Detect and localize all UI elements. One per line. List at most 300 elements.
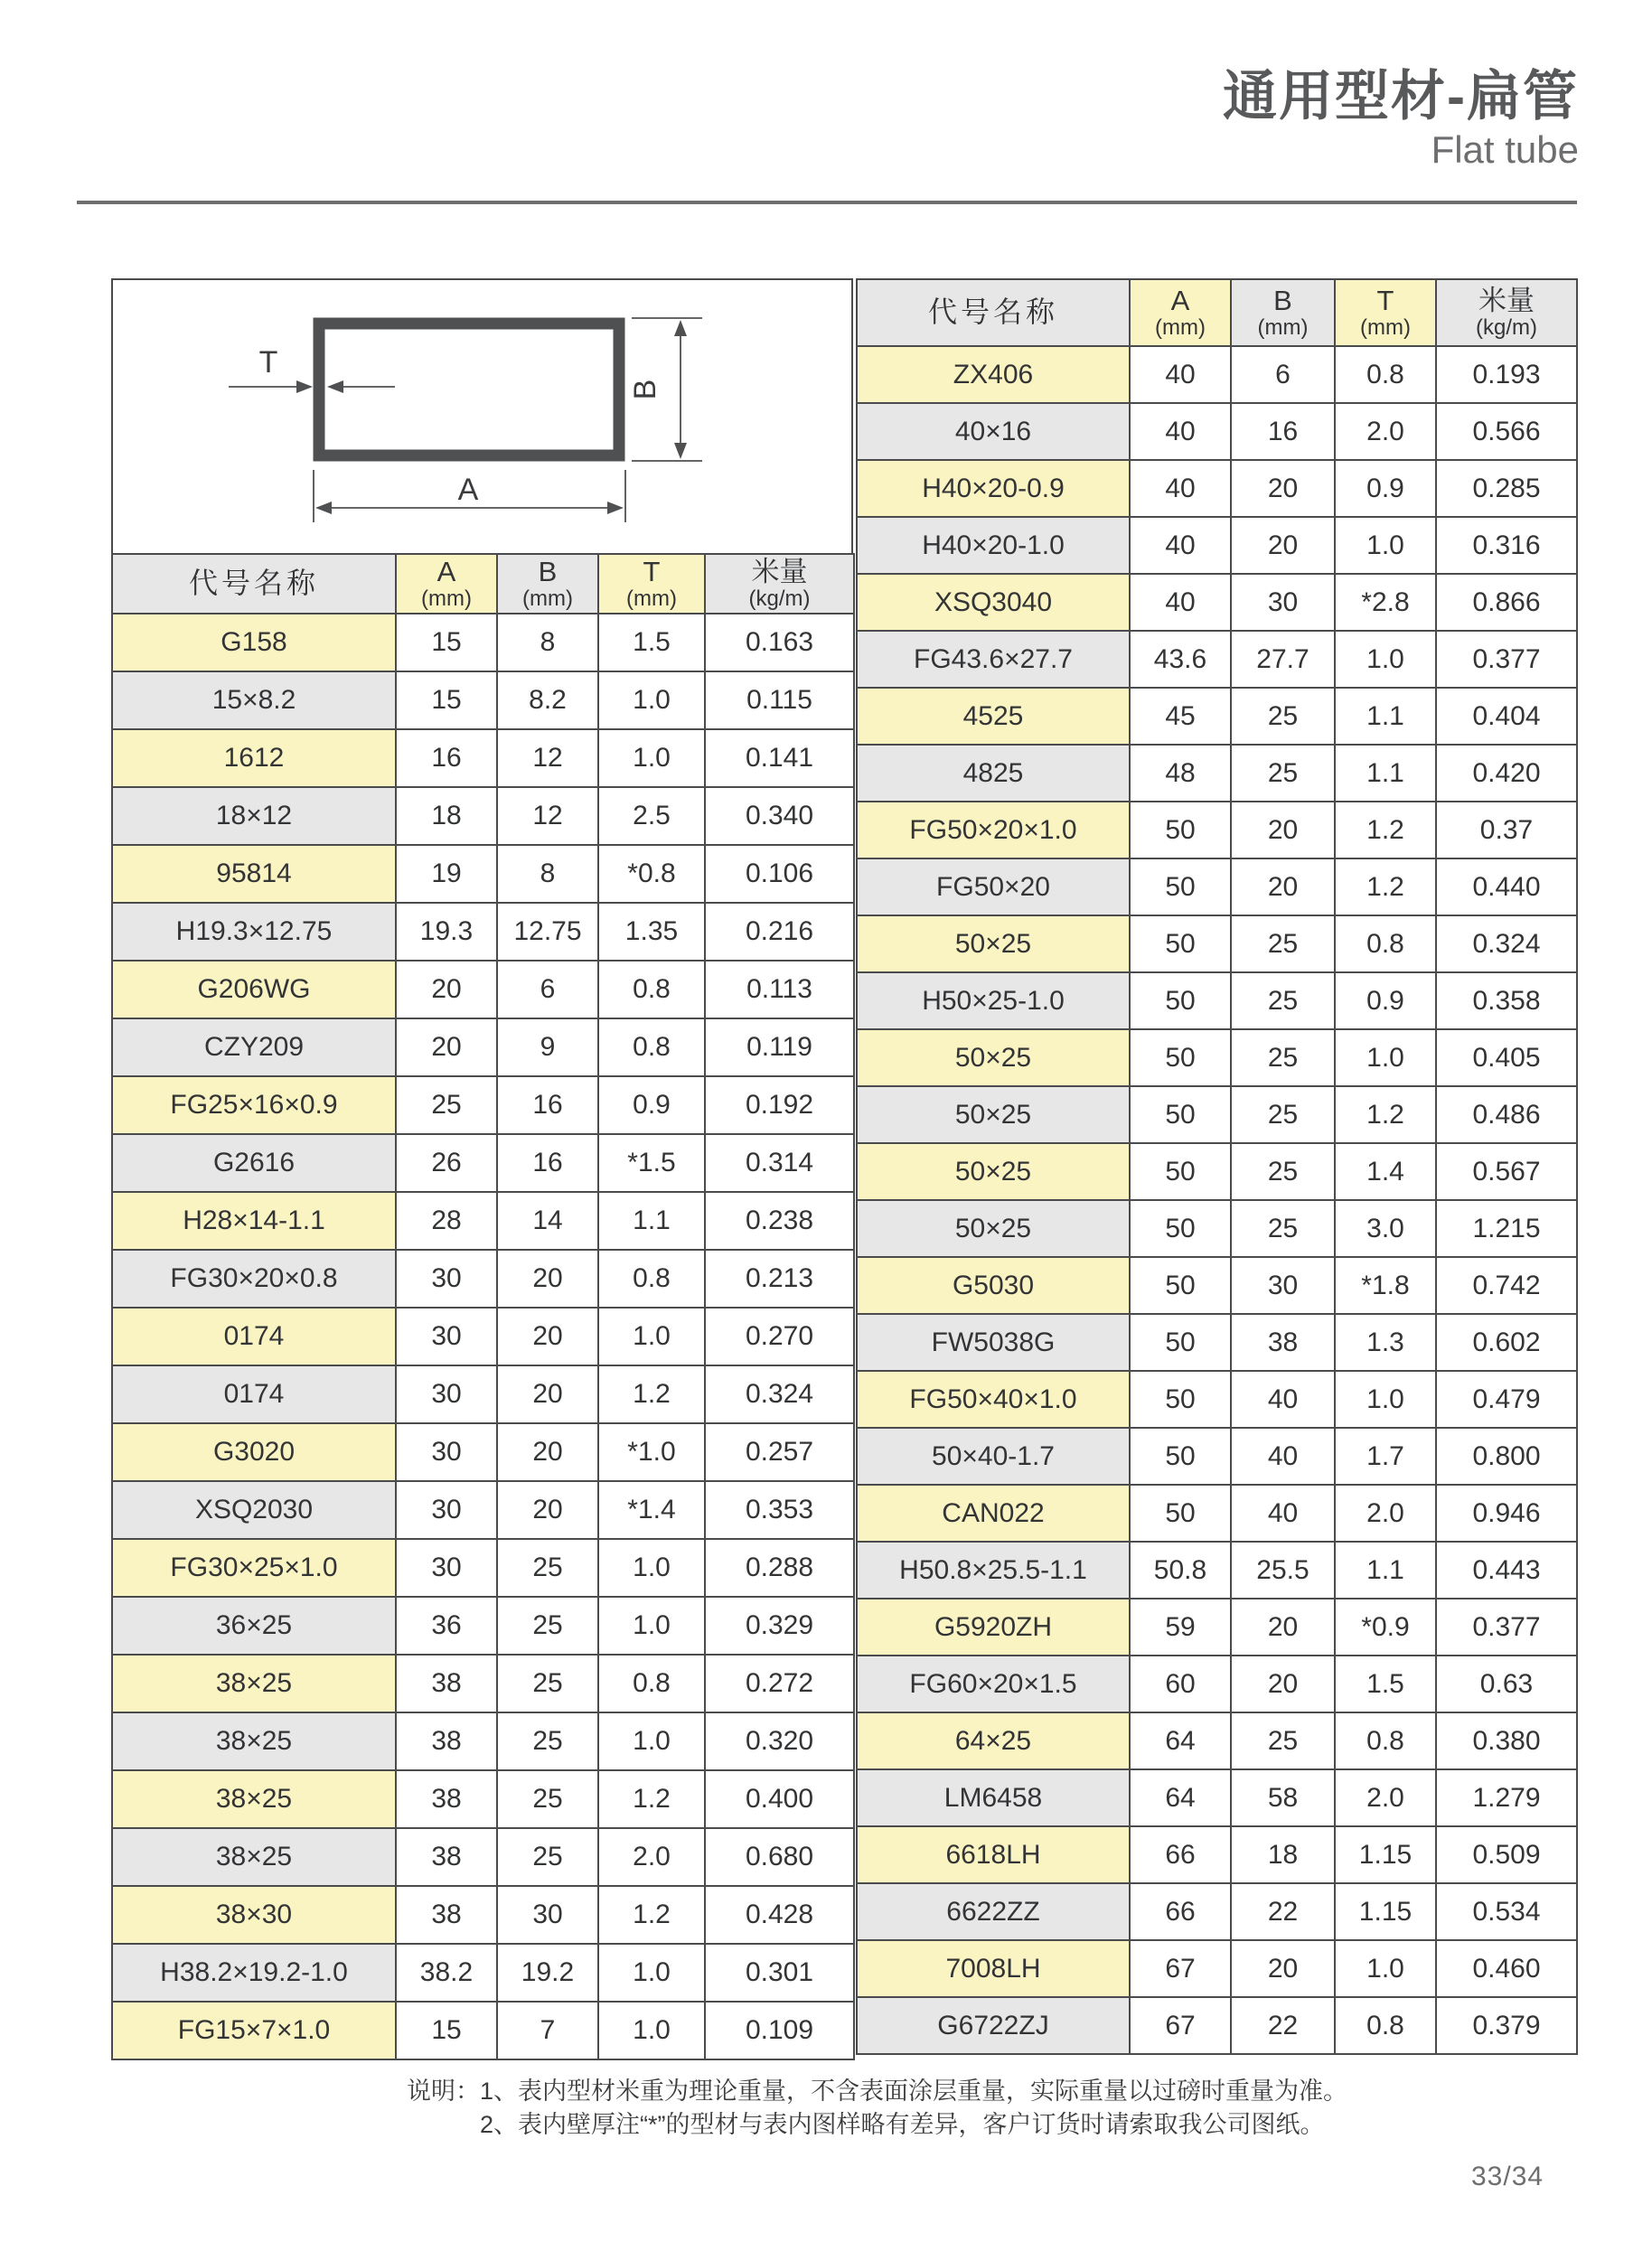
cell-t: 0.8 (598, 1018, 705, 1076)
cell-b: 40 (1231, 1428, 1335, 1485)
cell-t: 1.1 (1335, 745, 1436, 802)
cell-w: 0.567 (1436, 1143, 1577, 1200)
cell-w: 0.316 (1436, 517, 1577, 574)
cell-w: 0.141 (705, 729, 854, 787)
cell-t: 0.8 (598, 1655, 705, 1712)
table-row (112, 1423, 854, 1481)
cell-t: 1.15 (1335, 1826, 1436, 1883)
cell-w: 0.340 (705, 787, 854, 845)
table-row (112, 1481, 854, 1539)
cell-w: 0.324 (1436, 915, 1577, 972)
cell-w: 0.37 (1436, 802, 1577, 858)
cell-a: 40 (1130, 403, 1231, 460)
profile-table-left (111, 553, 855, 2060)
cell-t: 1.0 (598, 2002, 705, 2059)
cell-b: 20 (1231, 517, 1335, 574)
cell-b: 25 (1231, 745, 1335, 802)
cell-w: 0.602 (1436, 1314, 1577, 1371)
col-header-code: 代号名称 (857, 279, 1130, 346)
cell-t: *1.8 (1335, 1257, 1436, 1314)
cell-w: 0.420 (1436, 745, 1577, 802)
table-row (857, 1428, 1577, 1485)
cell-t: 1.5 (598, 614, 705, 671)
table-row (857, 1656, 1577, 1712)
cell-w: 0.324 (705, 1365, 854, 1423)
table-row (112, 1076, 854, 1134)
cell-t: 1.0 (598, 671, 705, 729)
cell-b: 25 (497, 1712, 598, 1770)
cell-code: 6622ZZ (857, 1883, 1130, 1940)
cell-a: 30 (396, 1423, 497, 1481)
cell-code: H28×14-1.1 (112, 1192, 396, 1250)
table-row (857, 1712, 1577, 1769)
table-row (112, 1944, 854, 2002)
cell-t: 0.8 (598, 961, 705, 1018)
cell-w: 0.443 (1436, 1542, 1577, 1599)
dim-b-arrow-top (674, 320, 687, 336)
cell-code: G5030 (857, 1257, 1130, 1314)
cell-b: 20 (497, 1481, 598, 1539)
cell-code: 50×25 (857, 1143, 1130, 1200)
cell-b: 25 (1231, 688, 1335, 745)
cell-a: 36 (396, 1597, 497, 1655)
cell-w: 0.460 (1436, 1940, 1577, 1997)
cell-code: 0174 (112, 1365, 396, 1423)
cell-t: *0.8 (598, 845, 705, 903)
cell-w: 0.106 (705, 845, 854, 903)
table-row (857, 1485, 1577, 1542)
cell-t: 2.0 (598, 1828, 705, 1886)
cell-w: 0.379 (1436, 1997, 1577, 2054)
cell-t: 0.8 (1335, 1712, 1436, 1769)
cell-b: 25 (497, 1597, 598, 1655)
cell-a: 18 (396, 787, 497, 845)
cell-w: 0.285 (1436, 460, 1577, 517)
cell-a: 50 (1130, 1086, 1231, 1143)
cell-a: 38.2 (396, 1944, 497, 2002)
cell-code: FG50×40×1.0 (857, 1371, 1130, 1428)
cell-code: 50×25 (857, 1029, 1130, 1086)
cell-t: 1.4 (1335, 1143, 1436, 1200)
cell-code: 4825 (857, 745, 1130, 802)
cell-b: 8 (497, 614, 598, 671)
cell-a: 50 (1130, 1143, 1231, 1200)
table-row (112, 1308, 854, 1365)
cell-w: 0.358 (1436, 972, 1577, 1029)
col-header-w: 米量 (kg/m) (1436, 279, 1577, 346)
cell-a: 50 (1130, 1485, 1231, 1542)
cell-b: 20 (1231, 460, 1335, 517)
cell-w: 0.377 (1436, 631, 1577, 688)
cell-b: 9 (497, 1018, 598, 1076)
table-row (857, 1940, 1577, 1997)
cell-w: 0.288 (705, 1539, 854, 1597)
cell-code: FG50×20 (857, 858, 1130, 915)
cell-code: 18×12 (112, 787, 396, 845)
table-row (112, 1770, 854, 1828)
cell-a: 43.6 (1130, 631, 1231, 688)
cell-b: 25 (497, 1655, 598, 1712)
left-panel (111, 278, 853, 2060)
cell-w: 0.405 (1436, 1029, 1577, 1086)
dim-b-arrow-bottom (674, 443, 687, 459)
tube-cross-section (319, 324, 619, 455)
cell-b: 6 (1231, 346, 1335, 403)
page-number: 33/34 (1471, 2162, 1544, 2191)
cell-t: *2.8 (1335, 574, 1436, 631)
cell-a: 38 (396, 1655, 497, 1712)
cell-a: 40 (1130, 460, 1231, 517)
cell-a: 50 (1130, 1371, 1231, 1428)
table-row (857, 1769, 1577, 1826)
cell-b: 20 (1231, 1940, 1335, 1997)
cell-b: 16 (497, 1076, 598, 1134)
cell-w: 0.163 (705, 614, 854, 671)
table-row (857, 915, 1577, 972)
cell-t: 1.0 (598, 729, 705, 787)
col-header-a: A (mm) (396, 554, 497, 614)
col-header-a: A (mm) (1130, 279, 1231, 346)
table-row (112, 1828, 854, 1886)
cell-w: 0.216 (705, 903, 854, 961)
cell-t: 0.9 (1335, 972, 1436, 1029)
cell-b: 40 (1231, 1485, 1335, 1542)
cell-w: 0.270 (705, 1308, 854, 1365)
cell-code: 50×25 (857, 915, 1130, 972)
cell-a: 66 (1130, 1883, 1231, 1940)
note-line-1: 说明：1、表内型材米重为理论重量，不含表面涂层重量，实际重量以过磅时重量为准。 (407, 2078, 1348, 2105)
header-row (857, 279, 1577, 346)
table-row (857, 858, 1577, 915)
cell-code: FG50×20×1.0 (857, 802, 1130, 858)
cell-a: 40 (1130, 517, 1231, 574)
cell-a: 30 (396, 1539, 497, 1597)
cell-a: 50 (1130, 1029, 1231, 1086)
cell-code: 4525 (857, 688, 1130, 745)
table-row (857, 1200, 1577, 1257)
cell-b: 6 (497, 961, 598, 1018)
cell-code: 1612 (112, 729, 396, 787)
cell-code: 64×25 (857, 1712, 1130, 1769)
cell-code: H19.3×12.75 (112, 903, 396, 961)
cell-a: 67 (1130, 1997, 1231, 2054)
cell-w: 0.486 (1436, 1086, 1577, 1143)
cell-w: 0.404 (1436, 688, 1577, 745)
cell-a: 50 (1130, 1314, 1231, 1371)
table-row (857, 346, 1577, 403)
cell-a: 50 (1130, 915, 1231, 972)
cell-t: 1.2 (1335, 858, 1436, 915)
table-row (112, 903, 854, 961)
cell-a: 15 (396, 2002, 497, 2059)
cell-b: 30 (497, 1886, 598, 1944)
page-subtitle: Flat tube (1431, 128, 1579, 171)
cell-t: *1.5 (598, 1134, 705, 1192)
cell-a: 30 (396, 1481, 497, 1539)
dim-t-arrow-left (296, 380, 313, 393)
cell-w: 0.329 (705, 1597, 854, 1655)
table-row (112, 787, 854, 845)
cell-a: 50 (1130, 1428, 1231, 1485)
cell-w: 0.119 (705, 1018, 854, 1076)
cell-code: 95814 (112, 845, 396, 903)
cell-b: 40 (1231, 1371, 1335, 1428)
cell-a: 16 (396, 729, 497, 787)
cell-a: 38 (396, 1770, 497, 1828)
table-row (857, 972, 1577, 1029)
cell-w: 0.109 (705, 2002, 854, 2059)
table-row (857, 1826, 1577, 1883)
table-row (857, 517, 1577, 574)
cell-b: 20 (1231, 1656, 1335, 1712)
col-header-t: T (mm) (598, 554, 705, 614)
cell-b: 12.75 (497, 903, 598, 961)
cell-a: 67 (1130, 1940, 1231, 1997)
cell-a: 45 (1130, 688, 1231, 745)
table-row (857, 403, 1577, 460)
cell-t: 2.0 (1335, 1485, 1436, 1542)
cell-b: 8 (497, 845, 598, 903)
cell-b: 25 (1231, 972, 1335, 1029)
cell-t: 0.8 (1335, 915, 1436, 972)
cell-a: 25 (396, 1076, 497, 1134)
cell-a: 50 (1130, 1257, 1231, 1314)
cell-code: G158 (112, 614, 396, 671)
cell-w: 0.115 (705, 671, 854, 729)
cell-t: 1.0 (598, 1308, 705, 1365)
cell-code: CAN022 (857, 1485, 1130, 1542)
dim-t-label: T (258, 345, 278, 380)
table-row (857, 1257, 1577, 1314)
cell-t: 1.0 (1335, 631, 1436, 688)
cell-w: 0.63 (1436, 1656, 1577, 1712)
cell-w: 0.534 (1436, 1883, 1577, 1940)
cell-t: *1.0 (598, 1423, 705, 1481)
col-header-w: 米量 (kg/m) (705, 554, 854, 614)
cell-a: 30 (396, 1250, 497, 1308)
dim-a-arrow-left (315, 502, 332, 514)
table-row (857, 1542, 1577, 1599)
cell-b: 20 (497, 1423, 598, 1481)
cell-t: 1.2 (1335, 1086, 1436, 1143)
cell-code: 50×40-1.7 (857, 1428, 1130, 1485)
cell-a: 66 (1130, 1826, 1231, 1883)
cell-t: 1.0 (1335, 1940, 1436, 1997)
col-header-t: T (mm) (1335, 279, 1436, 346)
cell-t: 1.2 (598, 1770, 705, 1828)
col-header-b: B (mm) (1231, 279, 1335, 346)
cell-code: G2616 (112, 1134, 396, 1192)
cell-a: 40 (1130, 574, 1231, 631)
cell-code: FW5038G (857, 1314, 1130, 1371)
table-row (112, 1134, 854, 1192)
cell-t: *1.4 (598, 1481, 705, 1539)
cell-w: 0.400 (705, 1770, 854, 1828)
table-row (857, 574, 1577, 631)
table-row (857, 1371, 1577, 1428)
cell-b: 14 (497, 1192, 598, 1250)
cell-code: 38×25 (112, 1655, 396, 1712)
cell-t: 1.2 (1335, 802, 1436, 858)
cell-b: 38 (1231, 1314, 1335, 1371)
cell-t: 1.1 (1335, 688, 1436, 745)
cell-w: 0.428 (705, 1886, 854, 1944)
notes (407, 2075, 1347, 2142)
cell-w: 0.193 (1436, 346, 1577, 403)
table-row (857, 688, 1577, 745)
cell-w: 0.800 (1436, 1428, 1577, 1485)
table-row (112, 729, 854, 787)
table-row (857, 802, 1577, 858)
header-divider (77, 201, 1577, 204)
cell-code: H40×20-1.0 (857, 517, 1130, 574)
cell-b: 25 (497, 1770, 598, 1828)
cell-a: 50 (1130, 972, 1231, 1029)
dim-a-arrow-right (607, 502, 624, 514)
cell-b: 20 (497, 1308, 598, 1365)
cell-a: 28 (396, 1192, 497, 1250)
cell-a: 26 (396, 1134, 497, 1192)
cell-code: FG25×16×0.9 (112, 1076, 396, 1134)
cell-t: 1.5 (1335, 1656, 1436, 1712)
cell-a: 48 (1130, 745, 1231, 802)
cell-t: 1.2 (598, 1365, 705, 1423)
table-row (112, 1018, 854, 1076)
cell-b: 12 (497, 729, 598, 787)
cell-code: H50×25-1.0 (857, 972, 1130, 1029)
cell-a: 19.3 (396, 903, 497, 961)
table-row (857, 1997, 1577, 2054)
cell-t: 1.1 (598, 1192, 705, 1250)
cell-t: 0.8 (1335, 346, 1436, 403)
cell-code: G6722ZJ (857, 1997, 1130, 2054)
cell-code: ZX406 (857, 346, 1130, 403)
cell-w: 1.279 (1436, 1769, 1577, 1826)
cell-a: 64 (1130, 1769, 1231, 1826)
cell-w: 0.353 (705, 1481, 854, 1539)
cell-a: 38 (396, 1886, 497, 1944)
cell-t: 1.7 (1335, 1428, 1436, 1485)
cell-w: 1.215 (1436, 1200, 1577, 1257)
cell-b: 25 (1231, 1086, 1335, 1143)
cell-w: 0.192 (705, 1076, 854, 1134)
cell-b: 25 (497, 1828, 598, 1886)
cell-a: 20 (396, 961, 497, 1018)
cell-code: XSQ2030 (112, 1481, 396, 1539)
table-row (857, 745, 1577, 802)
cell-t: 1.0 (1335, 1029, 1436, 1086)
cell-code: H40×20-0.9 (857, 460, 1130, 517)
cell-t: 1.3 (1335, 1314, 1436, 1371)
cell-b: 19.2 (497, 1944, 598, 2002)
table-row (857, 631, 1577, 688)
tube-diagram (111, 278, 853, 553)
cell-code: H50.8×25.5-1.1 (857, 1542, 1130, 1599)
cell-w: 0.509 (1436, 1826, 1577, 1883)
cell-t: 0.8 (598, 1250, 705, 1308)
cell-a: 19 (396, 845, 497, 903)
cell-b: 16 (1231, 403, 1335, 460)
cell-w: 0.238 (705, 1192, 854, 1250)
table-row (112, 1365, 854, 1423)
cell-b: 25 (1231, 1143, 1335, 1200)
dim-t-arrow-right (327, 380, 343, 393)
cell-w: 0.742 (1436, 1257, 1577, 1314)
cell-b: 20 (497, 1365, 598, 1423)
cell-code: 0174 (112, 1308, 396, 1365)
cell-b: 30 (1231, 1257, 1335, 1314)
cell-t: 2.0 (1335, 1769, 1436, 1826)
table-row (112, 1539, 854, 1597)
cell-a: 50 (1130, 1200, 1231, 1257)
cell-b: 30 (1231, 574, 1335, 631)
table-row (112, 1192, 854, 1250)
cell-w: 0.113 (705, 961, 854, 1018)
cell-code: FG60×20×1.5 (857, 1656, 1130, 1712)
table-row (112, 1655, 854, 1712)
cell-b: 20 (1231, 1599, 1335, 1656)
cell-w: 0.377 (1436, 1599, 1577, 1656)
cell-t: 1.2 (598, 1886, 705, 1944)
cell-code: FG30×20×0.8 (112, 1250, 396, 1308)
cell-w: 0.314 (705, 1134, 854, 1192)
cell-code: G3020 (112, 1423, 396, 1481)
profile-table-right (856, 278, 1578, 2055)
cell-t: 0.8 (1335, 1997, 1436, 2054)
cell-t: 1.0 (598, 1539, 705, 1597)
cell-t: 0.9 (1335, 460, 1436, 517)
cell-t: 1.0 (598, 1597, 705, 1655)
cell-w: 0.946 (1436, 1485, 1577, 1542)
cell-b: 22 (1231, 1883, 1335, 1940)
cell-t: 1.15 (1335, 1883, 1436, 1940)
cell-code: 38×30 (112, 1886, 396, 1944)
cell-w: 0.866 (1436, 574, 1577, 631)
table-row (112, 961, 854, 1018)
note-line-2: 2、表内壁厚注“*”的型材与表内图样略有差异，客户订货时请索取我公司图纸。 (480, 2111, 1325, 2138)
table-row (857, 460, 1577, 517)
cell-a: 60 (1130, 1656, 1231, 1712)
cell-a: 64 (1130, 1712, 1231, 1769)
dim-b-label: B (628, 379, 662, 400)
cell-code: 50×25 (857, 1086, 1130, 1143)
cell-a: 50.8 (1130, 1542, 1231, 1599)
right-panel (856, 278, 1576, 2055)
col-header-code: 代号名称 (112, 554, 396, 614)
cell-w: 0.479 (1436, 1371, 1577, 1428)
cell-code: LM6458 (857, 1769, 1130, 1826)
cell-a: 50 (1130, 858, 1231, 915)
cell-t: 1.0 (598, 1944, 705, 2002)
cell-b: 25 (1231, 1200, 1335, 1257)
cell-t: 1.1 (1335, 1542, 1436, 1599)
cell-b: 18 (1231, 1826, 1335, 1883)
cell-t: 1.0 (1335, 517, 1436, 574)
cell-w: 0.301 (705, 1944, 854, 2002)
col-header-b: B (mm) (497, 554, 598, 614)
cell-code: H38.2×19.2-1.0 (112, 1944, 396, 2002)
header-row (112, 554, 854, 614)
cell-b: 22 (1231, 1997, 1335, 2054)
cell-b: 27.7 (1231, 631, 1335, 688)
cell-code: FG15×7×1.0 (112, 2002, 396, 2059)
cell-b: 20 (1231, 802, 1335, 858)
table-row (857, 1314, 1577, 1371)
cell-a: 15 (396, 671, 497, 729)
cell-b: 25 (1231, 1712, 1335, 1769)
cell-a: 40 (1130, 346, 1231, 403)
cell-b: 20 (497, 1250, 598, 1308)
